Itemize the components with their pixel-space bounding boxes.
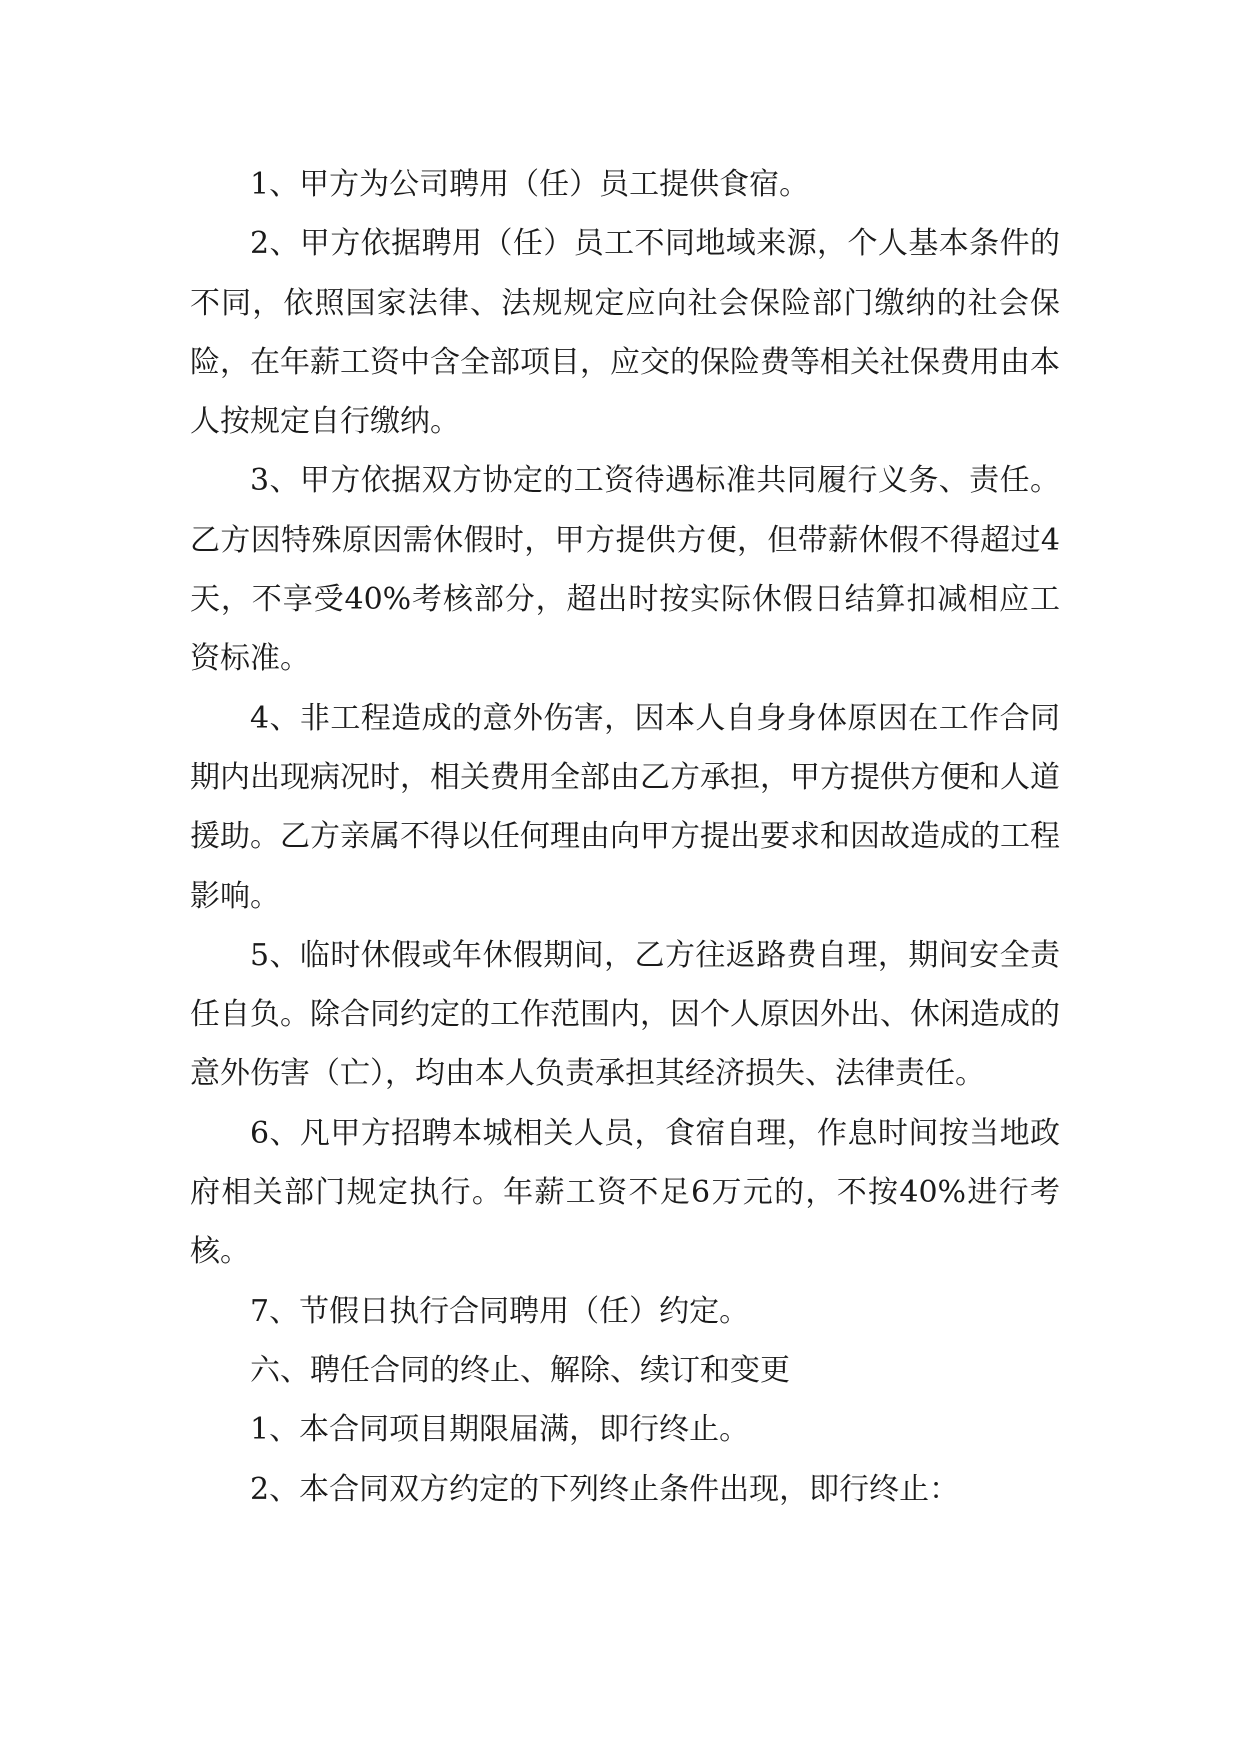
paragraph-clause-3-salary-leave: 3、甲方依据双方协定的工资待遇标准共同履行义务、责任。乙方因特殊原因需休假时，甲方提供方便，但带薪休假不得超过4天，不享受40%考核部分，超出时按实际休假日结算扣减相应工资标准。 (190, 463, 1060, 677)
paragraph-clause-4-accident-illness: 4、非工程造成的意外伤害，因本人自身身体原因在工作合同期内出现病况时，相关费用全部由乙方承担，甲方提供方便和人道援助。乙方亲属不得以任何理由向甲方提出要求和因故造成的工程影响。 (190, 700, 1060, 914)
paragraph-clause-7-holidays: 7、节假日执行合同聘用（任）约定。 (250, 1293, 750, 1329)
paragraph-termination-1: 1、本合同项目期限届满，即行终止。 (250, 1412, 750, 1448)
paragraph-clause-6-local-staff: 6、凡甲方招聘本城相关人员，食宿自理，作息时间按当地政府相关部门规定执行。年薪工资不足6万元的，不按40%进行考核。 (190, 1115, 1060, 1270)
paragraph-clause-1-meals-lodging: 1、甲方为公司聘用（任）员工提供食宿。 (250, 167, 810, 202)
section-heading-termination: 六、聘任合同的终止、解除、续订和变更 (250, 1352, 790, 1388)
paragraph-termination-2: 2、本合同双方约定的下列终止条件出现，即行终止： (250, 1471, 960, 1507)
paragraph-clause-2-social-insurance: 2、甲方依据聘用（任）员工不同地域来源，个人基本条件的不同，依照国家法律、法规规定应向社会保险部门缴纳的社会保险，在年薪工资中含全部项目，应交的保险费等相关社保费用由本人按规定自行缴纳。 (190, 226, 1060, 440)
document-body (190, 155, 1060, 1519)
paragraph-clause-5-vacation-travel: 5、临时休假或年休假期间，乙方往返路费自理，期间安全责任自负。除合同约定的工作范围内，因个人原因外出、休闲造成的意外伤害（亡），均由本人负责承担其经济损失、法律责任。 (190, 937, 1060, 1092)
